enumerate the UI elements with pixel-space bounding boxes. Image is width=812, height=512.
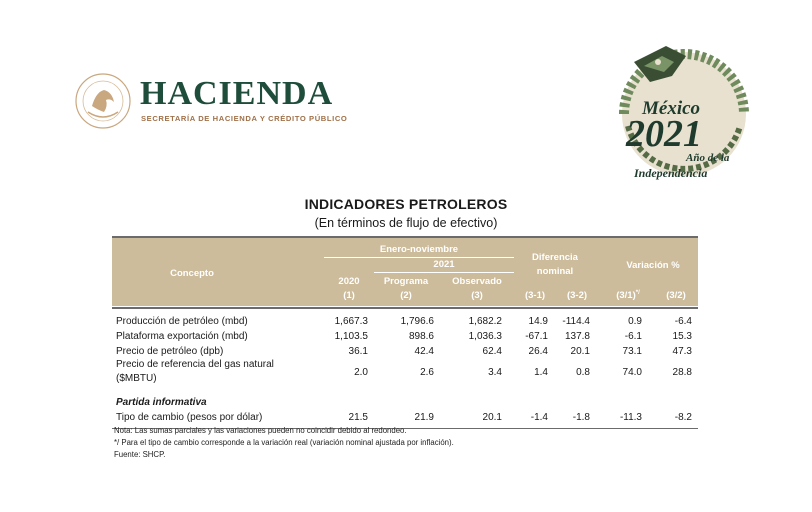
cell-2020: 2.0 [354, 367, 368, 378]
cell-d1: -67.1 [525, 331, 548, 342]
cell-concepto-text: Precio de referencia del gas natural [116, 359, 274, 370]
cell-d2: 137.8 [564, 331, 590, 342]
document-title: INDICADORES PETROLEROS [304, 196, 508, 212]
national-seal-icon [74, 72, 132, 130]
mexico-2021-logo [614, 26, 754, 186]
cell-d1: -1.4 [530, 412, 548, 423]
cell-observado: 3.4 [488, 367, 502, 378]
header-year-2021: 2021 [433, 259, 455, 270]
header-variacion: Variación % [626, 260, 680, 271]
note-rounding: Nota: Las sumas parciales y las variaciones pueden no coincidir debido al redondeo. [114, 426, 407, 435]
header-concepto: Concepto [170, 268, 214, 279]
cell-programa: 21.9 [414, 412, 434, 423]
cell-p1: 0.9 [628, 316, 642, 327]
cell-concepto: Precio de petróleo (dpb) [116, 346, 224, 357]
cell-observado: 1,036.3 [468, 331, 502, 342]
note-exchange-rate: */ Para el tipo de cambio corresponde a la variación real (variación nominal ajustada por inflación). [114, 438, 454, 447]
header-programa-index: (2) [400, 290, 412, 301]
table-row [112, 359, 698, 389]
cell-d2: -1.8 [572, 412, 590, 423]
header-v2: (3/2) [666, 290, 686, 301]
brand-name: HACIENDA [140, 75, 334, 112]
header-2020: 2020 [338, 276, 360, 287]
table-row [112, 314, 698, 329]
cell-programa: 1,796.6 [400, 316, 434, 327]
cell-observado: 62.4 [482, 346, 502, 357]
header-divider [324, 257, 514, 258]
indicators-table [112, 236, 698, 429]
cell-concepto: Plataforma exportación (mbd) [116, 331, 248, 342]
cell-programa: 898.6 [408, 331, 434, 342]
table-row [112, 410, 698, 425]
header-d2: (3-2) [566, 290, 588, 301]
cell-p2: -6.4 [674, 316, 692, 327]
logo-line2-text: Independencia [634, 166, 708, 180]
cell-d2: 0.8 [576, 367, 590, 378]
header-v1-sup: */ [635, 290, 640, 296]
cell-d1: 1.4 [534, 367, 548, 378]
cell-concepto: Producción de petróleo (mbd) [116, 316, 248, 327]
cell-2020: 36.1 [348, 346, 368, 357]
cell-d2: -114.4 [562, 316, 590, 327]
cell-2020: 21.5 [348, 412, 368, 423]
header-programa: Programa [383, 276, 429, 287]
header-nominal: nominal [536, 266, 574, 277]
cell-programa: 2.6 [420, 367, 434, 378]
cell-p2: 47.3 [672, 346, 692, 357]
header-divider [374, 272, 514, 273]
header-observado: Observado [452, 276, 502, 287]
table-notes [114, 425, 454, 461]
cell-observado: 20.1 [482, 412, 502, 423]
cell-d2: 20.1 [570, 346, 590, 357]
header-diferencia: Diferencia [532, 252, 578, 263]
logo-line1-text: Año de la [686, 152, 730, 164]
header-d1: (3-1) [524, 290, 546, 301]
hacienda-logo [74, 70, 354, 134]
logo-year-text: 2021 [626, 113, 702, 155]
cell-concepto-line1 [116, 357, 316, 372]
cell-p1: 73.1 [622, 346, 642, 357]
cell-concepto: Tipo de cambio (pesos por dólar) [116, 412, 263, 423]
cell-programa: 42.4 [414, 346, 434, 357]
cell-p2: -8.2 [674, 412, 692, 423]
section-label: Partida informativa [116, 397, 207, 408]
section-row [112, 395, 698, 410]
header-v1-label: (3/1) [616, 290, 636, 302]
header-v1 [608, 290, 648, 301]
logo-country-text: México [642, 98, 701, 119]
cell-d1: 14.9 [528, 316, 548, 327]
cell-2020: 1,103.5 [334, 331, 368, 342]
cell-p1: 74.0 [622, 367, 642, 378]
cell-p2: 28.8 [672, 367, 692, 378]
table-header [112, 236, 698, 306]
header-observado-index: (3) [471, 290, 483, 301]
document-subtitle: (En términos de flujo de efectivo) [314, 216, 498, 230]
cell-p1: -11.3 [619, 412, 642, 423]
brand-subtitle: SECRETARÍA DE HACIENDA Y CRÉDITO PÚBLICO [141, 114, 348, 123]
cell-d1: 26.4 [528, 346, 548, 357]
cell-2020: 1,667.3 [334, 316, 368, 327]
cell-p1: -6.1 [624, 331, 642, 342]
header-2020-index: (1) [343, 290, 355, 301]
cell-observado: 1,682.2 [468, 316, 502, 327]
note-source: Fuente: SHCP. [114, 450, 166, 459]
cell-concepto-line2: ($MBTU) [116, 373, 157, 384]
cell-p2: 15.3 [672, 331, 692, 342]
table-row [112, 329, 698, 344]
header-period: Enero-noviembre [379, 244, 459, 255]
